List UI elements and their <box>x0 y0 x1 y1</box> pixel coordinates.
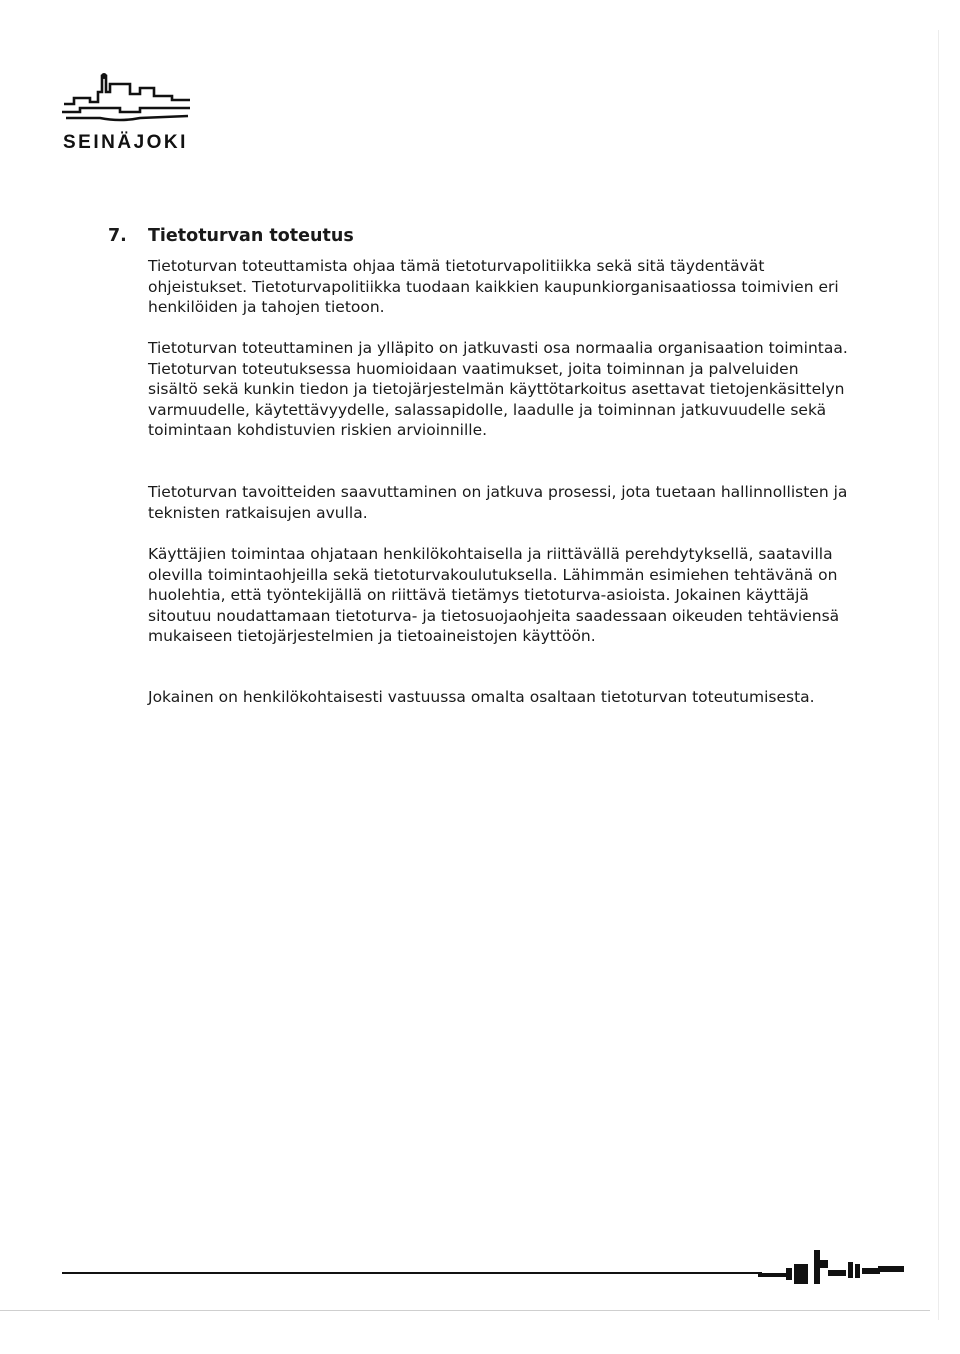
paragraph-4: Käyttäjien toimintaa ohjataan henkilökohtaisella ja riittävällä perehdytyksellä, saatavilla olevilla toimintaohjeilla sekä tietoturvakoulutuksella. Lähimmän esimiehen tehtävänä on huolehtia, että työntekijällä on riittävä tietämys tietoturva-asioista. Jokainen käyttäjä sitoutuu noudattamaan tietoturva- ja tietosuojaohjeita saadessaan oikeuden tehtäviensä mukaiseen tietojärjestelmien ja tietoaineistojen käyttöön. <box>148 545 840 646</box>
paragraph-5: Jokainen on henkilökohtaisesti vastuussa omalta osaltaan tietoturvan toteutumisesta. <box>148 688 815 706</box>
org-name: SEINÄJOKI <box>63 132 188 153</box>
paragraph-2: Tietoturvan toteuttaminen ja ylläpito on jatkuvasti osa normaalia organisaation toimintaa. Tietoturvan toteutuksessa huomioidaan vaatimukset, joita toiminnan ja palveluiden sisältö sekä kunkin tiedon ja tietojärjestelmän käyttötarkoitus asettavat tietojenkäsittelyn varmuudelle, käytettävyydelle, salassapidolle, laadulle ja toiminnan jatkuvuudelle sekä toimintaan kohdistuvien riskien arvioinnille. <box>148 339 848 440</box>
footer-rule <box>62 1272 762 1274</box>
scan-edge-right <box>938 30 939 1320</box>
section-number: 7. <box>108 226 127 246</box>
scan-edge-bottom <box>0 1310 930 1311</box>
footer-skyline-icon <box>758 1246 908 1294</box>
city-skyline-logo-icon <box>60 70 200 130</box>
section-heading <box>108 226 354 246</box>
paragraph-3: Tietoturvan tavoitteiden saavuttaminen on jatkuva prosessi, jota tuetaan hallinnollisten ja teknisten ratkaisujen avulla. <box>148 483 848 522</box>
section-title: Tietoturvan toteutus <box>148 226 354 246</box>
seinajoki-logo <box>60 70 200 160</box>
paragraph-1: Tietoturvan toteuttamista ohjaa tämä tietoturvapolitiikka sekä sitä täydentävät ohjeistukset. Tietoturvapolitiikka tuodaan kaikkien kaupunkiorganisaatiossa toimivien eri henkilöiden ja tahojen tietoon. <box>148 257 839 317</box>
